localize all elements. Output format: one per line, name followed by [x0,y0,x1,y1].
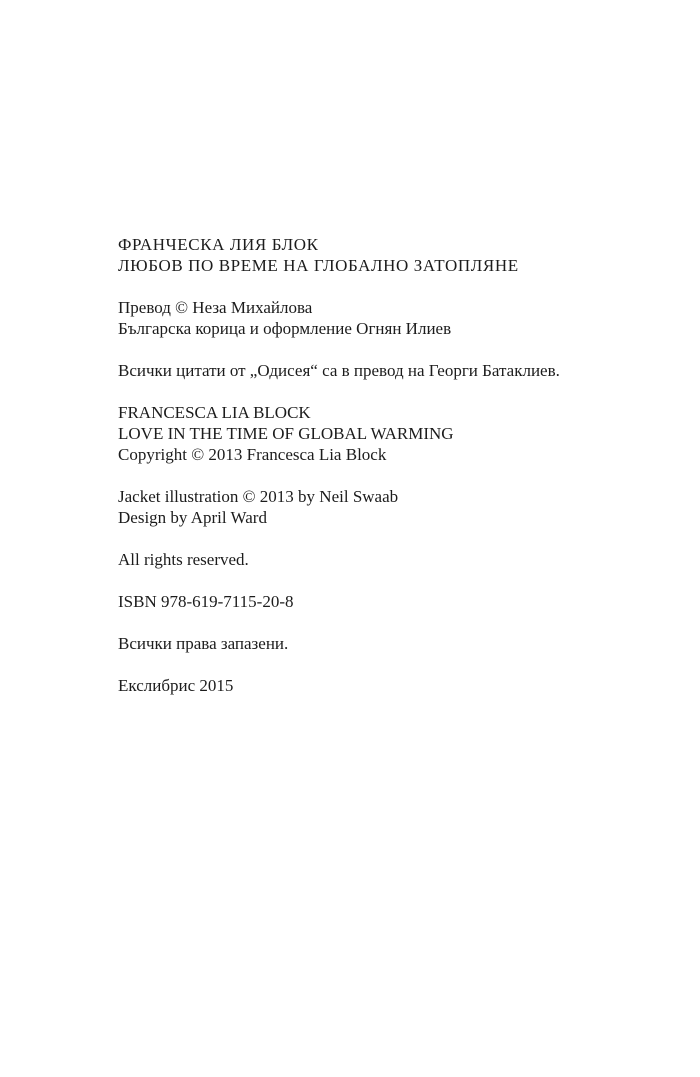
spacer [118,612,678,633]
spacer [118,654,678,675]
spacer [118,465,678,486]
rights-reserved-english: All rights reserved. [118,550,249,569]
odyssey-note-block [118,360,678,381]
publisher-block [118,675,678,696]
spacer [118,570,678,591]
jacket-illustration-credit: Jacket illustration © 2013 by Neil Swaab [118,487,399,506]
translation-credits-block [118,297,678,339]
design-credit: Design by April Ward [118,508,267,527]
original-author-line: FRANCESCA LIA BLOCK [118,403,311,422]
rights-english-block [118,549,678,570]
bulgarian-title-line: ЛЮБОВ ПО ВРЕМЕ НА ГЛОБАЛНО ЗАТОПЛЯНЕ [118,256,519,275]
spacer [118,339,678,360]
rights-bulgarian-block [118,633,678,654]
isbn-block [118,591,678,612]
original-title-line: LOVE IN THE TIME OF GLOBAL WARMING [118,424,454,443]
translation-credit: Превод © Неза Михайлова [118,298,313,317]
jacket-credits-block [118,486,678,528]
copyright-text [118,234,678,696]
odyssey-translation-note: Всички цитати от „Одисея“ са в превод на Георги Батаклиев. [118,361,560,380]
cover-design-credit: Българска корица и оформление Огнян Илиев [118,319,452,338]
spacer [118,381,678,402]
bulgarian-author-line: ФРАНЧЕСКА ЛИЯ БЛОК [118,235,319,254]
spacer [118,528,678,549]
original-edition-block [118,402,678,465]
publisher-line: Екслибрис 2015 [118,676,234,695]
bulgarian-edition-block [118,234,678,276]
isbn-line: ISBN 978-619-7115-20-8 [118,592,294,611]
original-copyright-line: Copyright © 2013 Francesca Lia Block [118,445,387,464]
spacer [118,276,678,297]
rights-reserved-bulgarian: Всички права запазени. [118,634,289,653]
